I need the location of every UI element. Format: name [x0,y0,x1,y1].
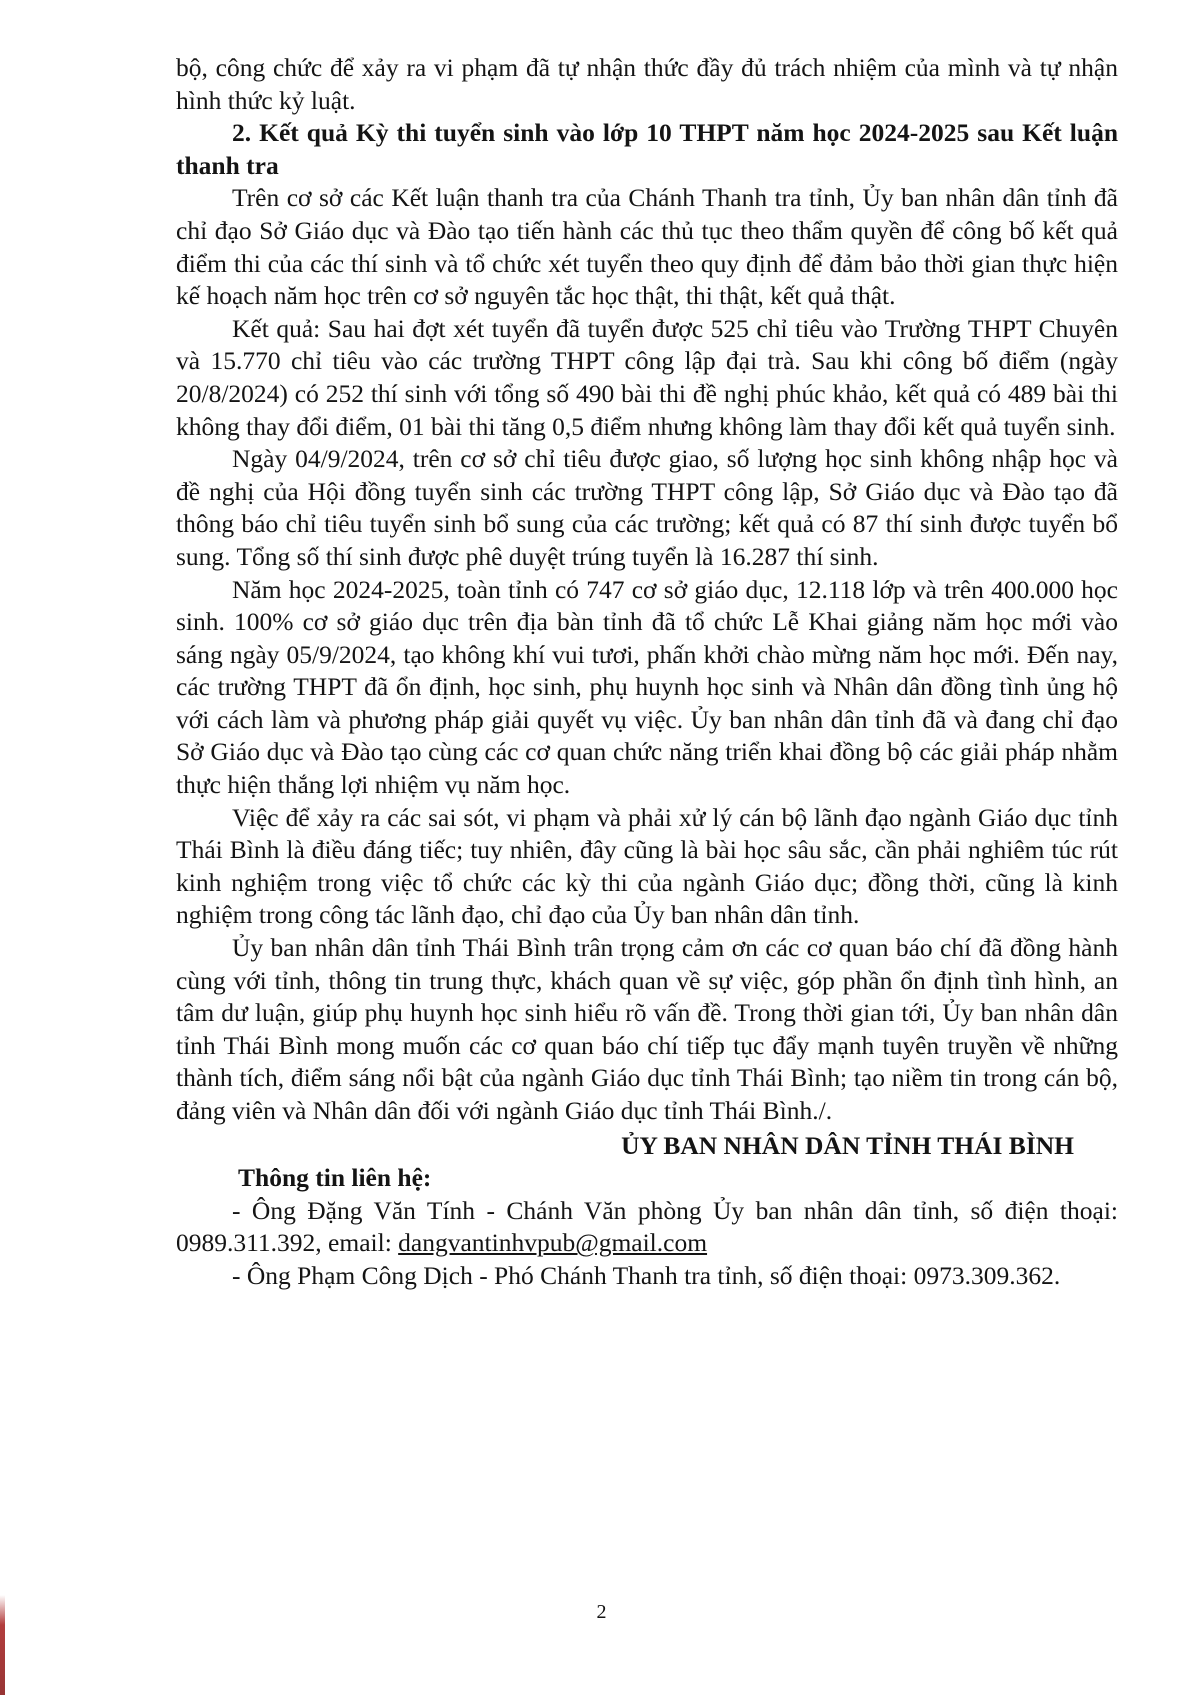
contact-title: Thông tin liên hệ: [238,1163,432,1193]
contact-person-2: - Ông Phạm Công Dịch - Phó Chánh Thanh tra tỉnh, số điện thoại: 0973.309.362. [232,1260,1061,1290]
contact-person-1 [176,1195,1118,1260]
contact-email-link[interactable]: dangvantinhvpub@gmail.com [398,1228,708,1258]
paragraph-inspection-conclusion: Trên cơ sở các Kết luận thanh tra của Chánh Thanh tra tỉnh, Ủy ban nhân dân tỉnh đã chỉ đạo Sở Giáo dục và Đào tạo tiến hành các thủ tục theo thẩm quyền để công bố kết quả điểm thi của các thí sinh và tổ chức xét tuyển theo quy định để đảm bảo thời gian thực hiện kế hoạch năm học trên cơ sở nguyên tắc học thật, thi thật, kết quả thật. [176,183,1118,311]
contact-person-1-text: - Ông Đặng Văn Tính - Chánh Văn phòng Ủy ban nhân dân tỉnh, số điện thoại: 0989.311.392, email: [176,1195,1118,1258]
paragraph-admission-results: Kết quả: Sau hai đợt xét tuyển đã tuyển được 525 chỉ tiêu vào Trường THPT Chuyên và 15.770 chỉ tiêu vào các trường THPT công lập đại trà. Sau khi công bố điểm (ngày 20/8/2024) có 252 thí sinh với tổng số 490 bài thi đề nghị phúc khảo, kết quả có 489 bài thi không thay đổi điểm, 01 bài thi tăng 0,5 điểm nhưng không làm thay đổi kết quả tuyển sinh. [176,313,1118,441]
signature-authority: ỦY BAN NHÂN DÂN TỈNH THÁI BÌNH [621,1130,1074,1160]
paragraph-thanks-press: Ủy ban nhân dân tỉnh Thái Bình trân trọng cảm ơn các cơ quan báo chí đã đồng hành cùng với tỉnh, thông tin trung thực, khách quan về sự việc, góp phần ổn định tình hình, an tâm dư luận, giúp phụ huynh học sinh hiểu rõ vấn đề. Trong thời gian tới, Ủy ban nhân dân tỉnh Thái Bình mong muốn các cơ quan báo chí tiếp tục đẩy mạnh tuyên truyền về những thành tích, điểm sáng nổi bật của ngành Giáo dục tỉnh Thái Bình; tạo niềm tin trong cán bộ, đảng viên và Nhân dân đối với ngành Giáo dục tỉnh Thái Bình./. [176,933,1118,1125]
document-body [176,52,1118,1293]
paragraph-continuation: bộ, công chức để xảy ra vi phạm đã tự nhận thức đầy đủ trách nhiệm của mình và tự nhận hình thức kỷ luật. [176,53,1118,115]
paragraph-supplementary-admission: Ngày 04/9/2024, trên cơ sở chỉ tiêu được giao, số lượng học sinh không nhập học và đề nghị của Hội đồng tuyển sinh các trường THPT công lập, Sở Giáo dục và Đào tạo đã thông báo chỉ tiêu tuyển sinh bổ sung của các trường; kết quả có 87 thí sinh được tuyển bổ sung. Tổng số thí sinh được phê duyệt trúng tuyển là 16.287 thí sinh. [176,444,1118,571]
paragraph-lessons-learned: Việc để xảy ra các sai sót, vi phạm và phải xử lý cán bộ lãnh đạo ngành Giáo dục tỉnh Thái Bình là điều đáng tiếc; tuy nhiên, đây cũng là bài học sâu sắc, cần phải nghiêm túc rút kinh nghiệm trong việc tổ chức các kỳ thi của ngành Giáo dục; đồng thời, cũng là kinh nghiệm trong công tác lãnh đạo, chỉ đạo của Ủy ban nhân dân tỉnh. [176,802,1118,930]
paragraph-school-year: Năm học 2024-2025, toàn tỉnh có 747 cơ sở giáo dục, 12.118 lớp và trên 400.000 học sinh. 100% cơ sở giáo dục trên địa bàn tỉnh đã tổ chức Lễ Khai giảng năm học mới vào sáng ngày 05/9/2024, tạo không khí vui tươi, phấn khởi chào mừng năm học mới. Đến nay, các trường THPT đã ổn định, học sinh, phụ huynh học sinh và Nhân dân đồng tình ủng hộ với cách làm và phương pháp giải quyết vụ việc. Ủy ban nhân dân tỉnh đã và đang chỉ đạo Sở Giáo dục và Đào tạo cùng các cơ quan chức năng triển khai đồng bộ các giải pháp nhằm thực hiện thắng lợi nhiệm vụ năm học. [176,574,1118,800]
section-heading: 2. Kết quả Kỳ thi tuyển sinh vào lớp 10 THPT năm học 2024-2025 sau Kết luận thanh tra [176,118,1118,180]
page-number: 2 [596,1601,607,1623]
scan-edge-mark [0,1595,5,1695]
